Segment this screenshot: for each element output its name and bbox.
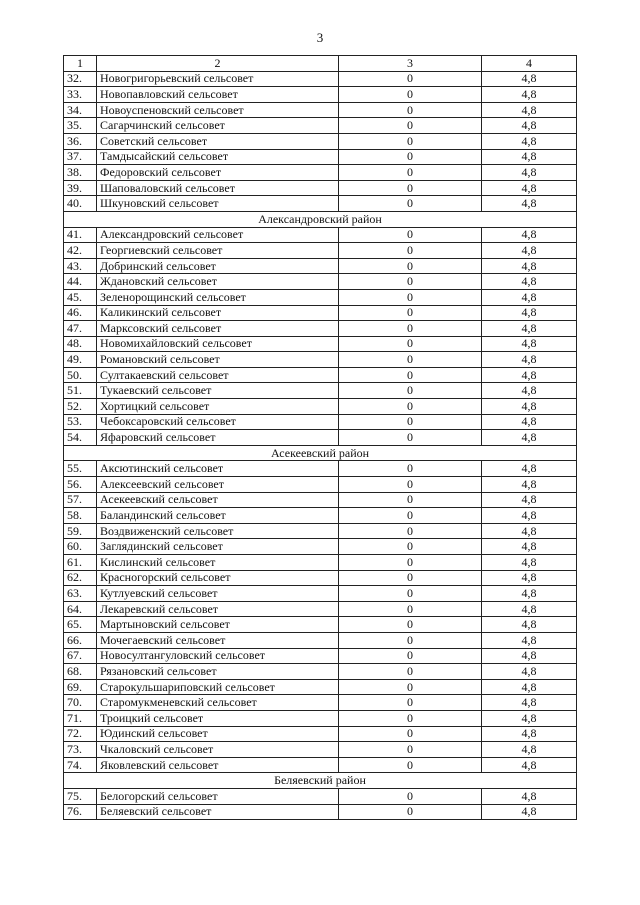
settlement-name: Яфаровский сельсовет xyxy=(97,430,339,446)
settlement-name: Рязановский сельсовет xyxy=(97,664,339,680)
row-number: 38. xyxy=(64,165,97,181)
table-row xyxy=(64,118,577,134)
table-row xyxy=(64,477,577,493)
table-row xyxy=(64,508,577,524)
settlement-name: Новогригорьевский сельсовет xyxy=(97,71,339,87)
row-number: 71. xyxy=(64,710,97,726)
table-row xyxy=(64,336,577,352)
row-number: 66. xyxy=(64,632,97,648)
row-number: 72. xyxy=(64,726,97,742)
table-row xyxy=(64,414,577,430)
table-row xyxy=(64,149,577,165)
column-4-value: 4,8 xyxy=(482,508,577,524)
row-number: 57. xyxy=(64,492,97,508)
settlement-name: Сагарчинский сельсовет xyxy=(97,118,339,134)
table-row xyxy=(64,601,577,617)
column-4-value: 4,8 xyxy=(482,149,577,165)
row-number: 52. xyxy=(64,399,97,415)
column-3-value: 0 xyxy=(339,508,482,524)
column-3-value: 0 xyxy=(339,367,482,383)
settlement-name: Беляевский сельсовет xyxy=(97,804,339,820)
table-row xyxy=(64,165,577,181)
table-row xyxy=(64,539,577,555)
table-row xyxy=(64,804,577,820)
settlement-name: Зеленорощинский сельсовет xyxy=(97,289,339,305)
settlement-name: Султакаевский сельсовет xyxy=(97,367,339,383)
table-row xyxy=(64,243,577,259)
row-number: 55. xyxy=(64,461,97,477)
row-number: 65. xyxy=(64,617,97,633)
column-3-value: 0 xyxy=(339,461,482,477)
row-number: 64. xyxy=(64,601,97,617)
table-row xyxy=(64,289,577,305)
settlement-name: Шкуновский сельсовет xyxy=(97,196,339,212)
table-row xyxy=(64,87,577,103)
settlement-name: Каликинский сельсовет xyxy=(97,305,339,321)
table-row xyxy=(64,757,577,773)
table-row xyxy=(64,383,577,399)
table-row xyxy=(64,586,577,602)
column-3-value: 0 xyxy=(339,336,482,352)
table-row xyxy=(64,430,577,446)
row-number: 48. xyxy=(64,336,97,352)
table-row xyxy=(64,679,577,695)
column-4-value: 4,8 xyxy=(482,788,577,804)
column-3-value: 0 xyxy=(339,586,482,602)
district-row xyxy=(64,211,577,227)
column-3-value: 0 xyxy=(339,243,482,259)
column-3-value: 0 xyxy=(339,383,482,399)
table-row xyxy=(64,710,577,726)
row-number: 40. xyxy=(64,196,97,212)
column-3-value: 0 xyxy=(339,227,482,243)
settlement-name: Баландинский сельсовет xyxy=(97,508,339,524)
settlement-name: Заглядинский сельсовет xyxy=(97,539,339,555)
table-row xyxy=(64,321,577,337)
page-number: 3 xyxy=(316,30,324,45)
row-number: 56. xyxy=(64,477,97,493)
table-row xyxy=(64,180,577,196)
column-3-value: 0 xyxy=(339,149,482,165)
column-4-value: 4,8 xyxy=(482,165,577,181)
settlement-name: Новосултангуловский сельсовет xyxy=(97,648,339,664)
column-3-value: 0 xyxy=(339,133,482,149)
row-number: 42. xyxy=(64,243,97,259)
column-4-value: 4,8 xyxy=(482,430,577,446)
column-4-value: 4,8 xyxy=(482,414,577,430)
column-4-value: 4,8 xyxy=(482,648,577,664)
column-4-value: 4,8 xyxy=(482,632,577,648)
table-row xyxy=(64,523,577,539)
settlement-name: Чебоксаровский сельсовет xyxy=(97,414,339,430)
table-row xyxy=(64,102,577,118)
column-3-value: 0 xyxy=(339,118,482,134)
column-3-value: 0 xyxy=(339,601,482,617)
column-4-value: 4,8 xyxy=(482,757,577,773)
settlement-name: Новопавловский сельсовет xyxy=(97,87,339,103)
settlement-name: Новомихайловский сельсовет xyxy=(97,336,339,352)
row-number: 73. xyxy=(64,742,97,758)
settlement-name: Юдинский сельсовет xyxy=(97,726,339,742)
settlement-name: Аксютинский сельсовет xyxy=(97,461,339,477)
district-title: Беляевский район xyxy=(64,773,577,789)
column-3-value: 0 xyxy=(339,71,482,87)
row-number: 34. xyxy=(64,102,97,118)
column-3-value: 0 xyxy=(339,523,482,539)
column-3-value: 0 xyxy=(339,804,482,820)
column-3-value: 0 xyxy=(339,180,482,196)
settlement-name: Лекаревский сельсовет xyxy=(97,601,339,617)
table-row xyxy=(64,196,577,212)
column-3-value: 0 xyxy=(339,196,482,212)
header-cell-4: 4 xyxy=(482,56,577,72)
column-3-value: 0 xyxy=(339,539,482,555)
column-4-value: 4,8 xyxy=(482,102,577,118)
table-row xyxy=(64,664,577,680)
table-row xyxy=(64,399,577,415)
row-number: 51. xyxy=(64,383,97,399)
table-row xyxy=(64,617,577,633)
row-number: 50. xyxy=(64,367,97,383)
row-number: 44. xyxy=(64,274,97,290)
table-row xyxy=(64,648,577,664)
settlement-name: Советский сельсовет xyxy=(97,133,339,149)
table-row xyxy=(64,726,577,742)
column-4-value: 4,8 xyxy=(482,742,577,758)
settlement-name: Тамдысайский сельсовет xyxy=(97,149,339,165)
column-3-value: 0 xyxy=(339,695,482,711)
column-3-value: 0 xyxy=(339,321,482,337)
column-4-value: 4,8 xyxy=(482,477,577,493)
row-number: 63. xyxy=(64,586,97,602)
table-row xyxy=(64,461,577,477)
column-4-value: 4,8 xyxy=(482,118,577,134)
settlement-name: Троицкий сельсовет xyxy=(97,710,339,726)
row-number: 61. xyxy=(64,555,97,571)
row-number: 53. xyxy=(64,414,97,430)
column-4-value: 4,8 xyxy=(482,399,577,415)
column-4-value: 4,8 xyxy=(482,133,577,149)
row-number: 68. xyxy=(64,664,97,680)
row-number: 37. xyxy=(64,149,97,165)
column-3-value: 0 xyxy=(339,492,482,508)
settlement-name: Федоровский сельсовет xyxy=(97,165,339,181)
row-number: 43. xyxy=(64,258,97,274)
column-3-value: 0 xyxy=(339,679,482,695)
table-row xyxy=(64,274,577,290)
table-row xyxy=(64,632,577,648)
settlement-name: Кутлуевский сельсовет xyxy=(97,586,339,602)
settlement-name: Марксовский сельсовет xyxy=(97,321,339,337)
column-3-value: 0 xyxy=(339,555,482,571)
row-number: 41. xyxy=(64,227,97,243)
settlement-name: Тукаевский сельсовет xyxy=(97,383,339,399)
column-3-value: 0 xyxy=(339,87,482,103)
row-number: 49. xyxy=(64,352,97,368)
column-4-value: 4,8 xyxy=(482,804,577,820)
table-row xyxy=(64,133,577,149)
column-3-value: 0 xyxy=(339,632,482,648)
column-3-value: 0 xyxy=(339,352,482,368)
column-4-value: 4,8 xyxy=(482,710,577,726)
row-number: 67. xyxy=(64,648,97,664)
table-row xyxy=(64,492,577,508)
district-row xyxy=(64,445,577,461)
settlement-name: Чкаловский сельсовет xyxy=(97,742,339,758)
column-3-value: 0 xyxy=(339,788,482,804)
header-cell-3: 3 xyxy=(339,56,482,72)
table-row xyxy=(64,227,577,243)
column-4-value: 4,8 xyxy=(482,274,577,290)
column-4-value: 4,8 xyxy=(482,383,577,399)
column-4-value: 4,8 xyxy=(482,71,577,87)
column-4-value: 4,8 xyxy=(482,601,577,617)
row-number: 75. xyxy=(64,788,97,804)
column-4-value: 4,8 xyxy=(482,664,577,680)
column-4-value: 4,8 xyxy=(482,492,577,508)
column-3-value: 0 xyxy=(339,726,482,742)
district-title: Асекеевский район xyxy=(64,445,577,461)
settlement-name: Старокульшариповский сельсовет xyxy=(97,679,339,695)
settlement-name: Ждановский сельсовет xyxy=(97,274,339,290)
row-number: 46. xyxy=(64,305,97,321)
settlement-name: Романовский сельсовет xyxy=(97,352,339,368)
row-number: 58. xyxy=(64,508,97,524)
row-number: 60. xyxy=(64,539,97,555)
table-row xyxy=(64,570,577,586)
settlement-name: Мочегаевский сельсовет xyxy=(97,632,339,648)
table-row xyxy=(64,305,577,321)
column-4-value: 4,8 xyxy=(482,196,577,212)
row-number: 33. xyxy=(64,87,97,103)
row-number: 45. xyxy=(64,289,97,305)
row-number: 47. xyxy=(64,321,97,337)
row-number: 32. xyxy=(64,71,97,87)
data-table xyxy=(63,55,577,820)
column-3-value: 0 xyxy=(339,570,482,586)
district-title: Александровский район xyxy=(64,211,577,227)
settlement-name: Александровский сельсовет xyxy=(97,227,339,243)
row-number: 36. xyxy=(64,133,97,149)
settlement-name: Старомукменевский сельсовет xyxy=(97,695,339,711)
column-3-value: 0 xyxy=(339,258,482,274)
table-row xyxy=(64,352,577,368)
row-number: 70. xyxy=(64,695,97,711)
table-row xyxy=(64,695,577,711)
settlement-name: Хортицкий сельсовет xyxy=(97,399,339,415)
row-number: 35. xyxy=(64,118,97,134)
column-4-value: 4,8 xyxy=(482,180,577,196)
column-4-value: 4,8 xyxy=(482,617,577,633)
column-4-value: 4,8 xyxy=(482,352,577,368)
table-row xyxy=(64,258,577,274)
column-3-value: 0 xyxy=(339,102,482,118)
settlement-name: Яковлевский сельсовет xyxy=(97,757,339,773)
settlement-name: Мартыновский сельсовет xyxy=(97,617,339,633)
column-3-value: 0 xyxy=(339,617,482,633)
column-3-value: 0 xyxy=(339,305,482,321)
row-number: 76. xyxy=(64,804,97,820)
settlement-name: Красногорский сельсовет xyxy=(97,570,339,586)
column-3-value: 0 xyxy=(339,757,482,773)
settlement-name: Кислинский сельсовет xyxy=(97,555,339,571)
row-number: 69. xyxy=(64,679,97,695)
column-3-value: 0 xyxy=(339,710,482,726)
column-3-value: 0 xyxy=(339,414,482,430)
column-4-value: 4,8 xyxy=(482,336,577,352)
table-header-row xyxy=(64,56,577,72)
column-4-value: 4,8 xyxy=(482,258,577,274)
settlement-name: Новоуспеновский сельсовет xyxy=(97,102,339,118)
column-4-value: 4,8 xyxy=(482,227,577,243)
column-3-value: 0 xyxy=(339,664,482,680)
column-4-value: 4,8 xyxy=(482,539,577,555)
column-4-value: 4,8 xyxy=(482,87,577,103)
column-4-value: 4,8 xyxy=(482,367,577,383)
column-4-value: 4,8 xyxy=(482,321,577,337)
row-number: 74. xyxy=(64,757,97,773)
column-4-value: 4,8 xyxy=(482,523,577,539)
table-row xyxy=(64,71,577,87)
settlement-name: Алексеевский сельсовет xyxy=(97,477,339,493)
column-4-value: 4,8 xyxy=(482,289,577,305)
column-4-value: 4,8 xyxy=(482,726,577,742)
settlement-name: Георгиевский сельсовет xyxy=(97,243,339,259)
settlement-name: Воздвиженский сельсовет xyxy=(97,523,339,539)
column-4-value: 4,8 xyxy=(482,461,577,477)
column-4-value: 4,8 xyxy=(482,305,577,321)
column-3-value: 0 xyxy=(339,289,482,305)
row-number: 59. xyxy=(64,523,97,539)
column-3-value: 0 xyxy=(339,274,482,290)
column-3-value: 0 xyxy=(339,477,482,493)
row-number: 54. xyxy=(64,430,97,446)
row-number: 39. xyxy=(64,180,97,196)
column-4-value: 4,8 xyxy=(482,570,577,586)
column-3-value: 0 xyxy=(339,742,482,758)
table-row xyxy=(64,788,577,804)
column-3-value: 0 xyxy=(339,648,482,664)
column-3-value: 0 xyxy=(339,165,482,181)
row-number: 62. xyxy=(64,570,97,586)
column-4-value: 4,8 xyxy=(482,695,577,711)
settlement-name: Шаповаловский сельсовет xyxy=(97,180,339,196)
header-cell-2: 2 xyxy=(97,56,339,72)
settlement-name: Белогорский сельсовет xyxy=(97,788,339,804)
column-3-value: 0 xyxy=(339,399,482,415)
table-row xyxy=(64,555,577,571)
table-row xyxy=(64,367,577,383)
column-4-value: 4,8 xyxy=(482,586,577,602)
table-row xyxy=(64,742,577,758)
column-4-value: 4,8 xyxy=(482,679,577,695)
header-cell-1: 1 xyxy=(64,56,97,72)
column-4-value: 4,8 xyxy=(482,243,577,259)
column-4-value: 4,8 xyxy=(482,555,577,571)
settlement-name: Асекеевский сельсовет xyxy=(97,492,339,508)
district-row xyxy=(64,773,577,789)
column-3-value: 0 xyxy=(339,430,482,446)
settlement-name: Добринский сельсовет xyxy=(97,258,339,274)
